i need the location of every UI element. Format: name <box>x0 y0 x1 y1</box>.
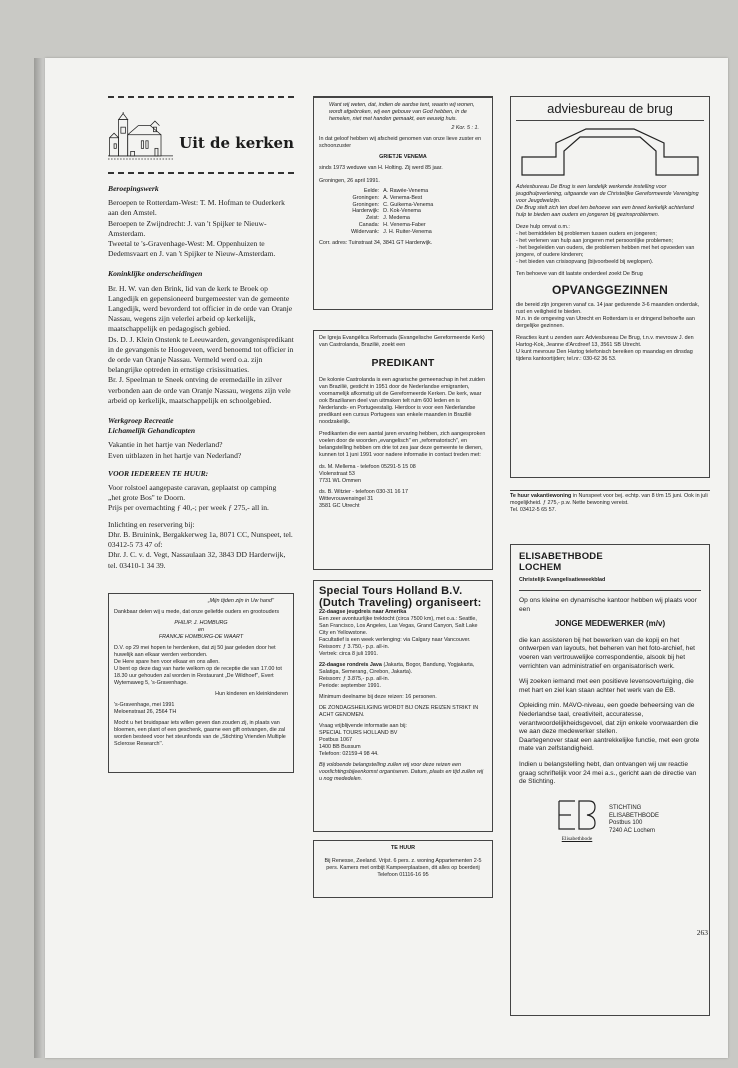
tours-min: Minimum deelname bij deze reizen: 16 personen. <box>319 694 437 700</box>
family-place: Groningen: <box>352 201 380 208</box>
paragraph: Vakantie in het hartje van Nederland? Even uitblazen in het hartje van Nederland? <box>108 440 242 460</box>
brug-need: Ten behoeve van dit laatste onderdeel zoekt De Brug <box>516 271 643 277</box>
family-name: H. Venema-Faber <box>383 221 426 228</box>
obit-family-row <box>349 208 435 215</box>
paragraph: Inlichting en reservering bij: Dhr. B. Bruinink, Bergakkerweg 1a, 8071 CC, Nunspeet, tel. 03412-5 73 47 of: Dhr. J. C. v. d. Vegt, Nassaulaan 32, 3843 DD Harderwijk, tel. 03410-1 34 39. <box>108 519 293 570</box>
paragraph: Beroepen te Rotterdam-West: T. M. Hofman te Ouderkerk aan den Amstel. <box>108 198 285 218</box>
paragraph: Ds. D. J. Klein Onstenk te Leeuwarden, gevangenispredikant in de gevangenis te Hoogeveen, werd benoemd tot officier in de orde van Oranje Nassau. Vermeld werd o.a. zijn belangrijke optreden in ernstige crisissituaties. <box>108 334 294 375</box>
family-name: A. Rawée-Venema <box>383 188 429 194</box>
obit-family-row <box>349 215 435 222</box>
obituary-notice <box>313 96 493 310</box>
paragraph: Voor rolstoel aangepaste caravan, geplaatst op camping „het grote Bos'' te Doorn. Prijs per overnachting ƒ 40,-; per week ƒ 275,- all in. <box>108 483 277 513</box>
eb-subtitle: Christelijk Evangelisatieweekblad <box>519 577 606 583</box>
heading-werkgroep: Werkgroep Recreatie Lichamelijk Gehandicapten <box>108 416 196 436</box>
obit-verse: Want wij weten, dat, indien de aardse tent, waarin wij wonen, wordt afgebroken, wij een gebouw van God hebben, in de hemelen, niet met handen gemaakt, een eeuwig huis. <box>329 102 475 122</box>
elisabethbode-ad <box>510 544 710 1016</box>
tours-title: Special Tours Holland B.V. (Dutch Traveling) organiseert: <box>319 585 482 609</box>
eb-heading: JONGE MEDEWERKER (m/v) <box>554 619 666 629</box>
paragraph: Beroepen te Zwijndrecht: J. van 't Spijker te Nieuw-Amsterdam. <box>108 218 267 238</box>
predikant-contact: ds. M. Mellema - telefoon 05291-5 15 08 Violenstraat 53 7731 WL Ommen <box>319 464 416 484</box>
family-place: Eelde: <box>363 188 380 194</box>
heading-te-huur: VOOR IEDEREEN TE HUUR: <box>108 468 209 478</box>
obit-family-row <box>349 222 435 229</box>
eb-logo <box>555 799 599 842</box>
notice-names: PHILIP. J. HOMBURG en FRANKJE HOMBURG-DE WAART <box>158 619 244 640</box>
heading-beroepingswerk: Beroepingswerk <box>108 184 159 193</box>
tours-heading: 22-daagse rondreis Java <box>319 662 382 668</box>
obit-since: sinds 1973 weduwe van H. Holting. Zij werd 85 jaar. <box>319 165 443 171</box>
tours-sunday: DE ZONDAGSHEILIGING WORDT BIJ ONZE REIZEN STRIKT IN ACHT GENOMEN. <box>319 705 479 718</box>
obit-family-row <box>349 195 435 202</box>
column-left <box>108 96 294 773</box>
magazine-page <box>45 58 728 1058</box>
family-name: J. Medema <box>383 215 410 222</box>
eb-paragraph: Wij zoeken iemand met een positieve levensovertuiging, die met hart en ziel kan staan achter het werk van de EB. <box>519 678 694 694</box>
notice-body: D.V. op 29 mei hopen te herdenken, dat zij 50 jaar geleden door het huwelijk aan elkaar werden verbonden. De Here spare hen voor elkaar en ons allen. U bent op deze dag van harte welkom op de receptie die van 17.00 tot 18.30 uur gehouden zal worden in Restaurant „De Wildhoef'', Evert Wytemaweg 5, 's-Gravenhage. <box>114 644 282 686</box>
paragraph: Tweetal te 's-Gravenhage-West: M. Oppenhuizen te Dedemsvaart en J. van 't Spijker te Nieuw-Amsterdam. <box>108 239 276 259</box>
brug-rule <box>516 120 704 121</box>
column-right <box>510 96 710 1016</box>
eb-paragraph: die kan assisteren bij het bewerken van de kopij en het ontwerpen van layouts, het beheren van het foto-archief, het voeren van vertrouwelijke correspondentie, alsook bij het verrichten van administratief en organisatorisch werk. <box>519 636 695 670</box>
vakantie-body: in Nunspeet voor bej. echtp. van 8 t/m 15 juni. Ook in juli mogelijkheid. ƒ 275,- p.w. Nette bewoning vereist. Tel. 03412-5 65 57. <box>510 493 708 513</box>
obit-family-row <box>349 202 435 209</box>
eb-address: STICHTING ELISABETHBODE Postbus 100 7240 AC Lochem <box>609 805 660 834</box>
eb-title: ELISABETHBODE LOCHEM <box>519 551 603 573</box>
tours-note: Bij voldoende belangstelling zullen wij voor deze reizen een voorlichtingsbijeenkomst organiseren. Datum, plaats en tijd zullen wij u nog mededelen. <box>319 762 484 782</box>
obit-family-list <box>349 188 435 236</box>
predikant-intro: De Igreja Evangélica Reformada (Evangelische Gereformeerde Kerk) van Castrolanda, Brazilië, zoekt een <box>319 335 485 348</box>
obit-name: GRIETJE VENEMA <box>379 154 427 160</box>
obit-intro: In dat geloof hebben wij afscheid genomen van onze lieve zuster en schoonzuster <box>319 136 482 149</box>
obit-family-row <box>349 229 435 236</box>
page-number: 263 <box>696 928 708 937</box>
column-middle <box>313 96 493 898</box>
brug-intro: Adviesbureau De Brug is een landelijk werkende instelling voor jeugdhulpverlening, uitgaande van de Christelijke Gereformeerde Vereniging voor Jeugdwelzijn. De Brug stelt zich ten doel ten behoeve van een breed kerkelijk achterland hulp te bieden aan ouders en jongeren bij gezinsproblemen. <box>516 184 699 218</box>
brug-paragraph: Reacties kunt u zenden aan: Adviesbureau De Brug, t.n.v. mevrouw J. den Hartog-Kok, Jeanne d'Arcdreef 13, 3561 SB Utrecht. U kunt mevrouw Den Hartog telefonisch bereiken op maandag en dinsdag tijdens kantoortijden; tel.nr.: 030-62 36 53. <box>516 335 694 362</box>
family-place: Harderwijk: <box>352 208 380 215</box>
eb-rule <box>519 590 701 591</box>
brug-paragraph: die bereid zijn jongeren vanaf ca. 14 jaar gedurende 3-6 maanden onderdak, rust en veiligheid te bieden. M.n. in de omgeving van Utrecht en Rotterdam is er dringend behoefte aan dergelijke gezinnen. <box>516 302 700 329</box>
obit-reference: 2 Kor. 5 : 1. <box>451 125 479 131</box>
family-name: C. Guikema-Venema <box>383 201 434 208</box>
bridge-logo-icon <box>516 125 704 179</box>
obit-address: Corr. adres: Tuinstraat 34, 3841 GT Harderwijk. <box>319 239 433 246</box>
church-header <box>108 100 294 170</box>
te-huur-body: Bij Renesse, Zeeland. Vrijst. 6 pers. z. woning Appartementen 2-5 pers. Kamers met ontbijt Kampeerplaatsen, dit alles op boerderij Telefoon 01116-16 95 <box>324 858 482 878</box>
church-illustration-icon <box>108 104 173 170</box>
brug-heading: OPVANGGEZINNEN <box>552 283 668 297</box>
predikant-paragraph: Predikanten die een aantal jaren ervaring hebben, zich aangesproken voelen door de woorden „evangelisch'' en „reformatorisch'', en belangstelling hebben om drie tot zes jaar deze gemeente te dienen, kunnen tot 1 juni 1991 voor nadere informatie in contact treden met: <box>319 431 486 458</box>
predikant-contact: ds. B. Witzier - telefoon 030-31 16 17 Wittevrouwensingel 31 3581 GC Utrecht <box>319 489 408 509</box>
predikant-title: PREDIKANT <box>371 357 435 369</box>
notice-place: 's-Gravenhage, mei 1991 Meloenstraat 26, 2564 TH <box>114 701 177 715</box>
tours-heading: 22-daagse jeugdreis naar Amerika <box>319 609 407 615</box>
family-place: Wildervank: <box>351 228 380 235</box>
family-place: Canada: <box>358 221 380 228</box>
header-rule <box>108 96 294 98</box>
eb-body <box>519 597 701 787</box>
family-name: A. Venema-Best <box>383 194 423 201</box>
obit-family-row <box>349 188 435 195</box>
eb-logo-icon <box>555 799 599 831</box>
te-huur-ad <box>313 840 493 898</box>
predikant-paragraph: De kolonie Castrolanda is een agrarische gemeenschap in het zuiden van Brazilië, gesticht in 1951 door de Nederlandse emigranten, voornamelijk afkomstig uit de Gereformeerde Kerken. De kerk, waar ook Brazilianen deel van uitmaken telt ruim 600 leden en is Nederlands- en Portugeestalig. Hierdoor is voor een Nederlandse predikant een cursus Portugees van enkele maanden in Brazilië noodzakelijk. <box>319 377 486 425</box>
notice-extra: Mocht u het bruidspaar iets willen geven dan zouden zij, in plaats van bloemen, een plant of een geschenk, gaarne een gift ontvangen, die zal worden besteed voor het steunfonds van de „Stichting Vrienden Multiple Sclerose Research''. <box>114 719 286 747</box>
section-title: Uit de kerken <box>179 134 294 152</box>
header-rule-bottom <box>108 172 294 174</box>
brug-ad <box>510 96 710 478</box>
notice-intro: Dankbaar delen wij u mede, dat onze geliefde ouders en grootouders <box>114 608 280 615</box>
paragraph: Br. H. W. van den Brink, lid van de kerk te Broek op Langedijk en gepensioneerd burgemeester van de gemeente Langedijk, werd bevorderd tot officier in de orde van Oranje Nassau, wegens zijn velerlei arbeid op kerkelijk, maatschappelijk en pedagogisch gebied. <box>108 283 293 334</box>
heading-onderscheidingen: Koninklijke onderscheidingen <box>108 269 203 279</box>
eb-paragraph: Indien u belangstelling hebt, dan ontvangen wij uw reactie graag schriftelijk voor 24 mei a.s., gericht aan de directie van de Stichting. <box>519 760 697 786</box>
eb-intro: Op ons kleine en dynamische kantoor hebben wij plaats voor een <box>519 597 697 613</box>
vakantie-lead: Te huur vakantiewoning <box>510 493 572 499</box>
notice-quote: „Mijn tijden zijn in Uw hand'' <box>207 597 274 604</box>
eb-logo-caption: Elisabethbode <box>561 835 593 842</box>
eb-paragraph: Opleiding min. MAVO-niveau, een goede beheersing van de Nederlandse taal, creativiteit, accuratesse, verantwoordelijkheidsgevoel, dat zijn enkele voorwaarden die we aan deze medewerker stellen. Daartegenover staat een aantrekkelijke functie, met een grote mate van zelfstandigheid. <box>519 702 700 753</box>
family-name: D. Kok-Venema <box>383 208 421 215</box>
family-place: Groningen: <box>352 194 380 201</box>
obit-date: Groningen, 26 april 1991. <box>319 178 380 184</box>
te-huur-title: TE HUUR <box>391 845 415 851</box>
notice-signature: Hun kinderen en kleinkinderen <box>215 690 288 697</box>
brug-list: Deze hulp omvat o.m.: - het bemiddelen bij problemen tussen ouders en jongeren; - het verlenen van hulp aan jongeren met persoonlijke problemen; - het begeleiden van ouders, die problemen hebben met het opvoeden van jongere, of oudere kinderen; - het bieden van crisisopvang (bijvoorbeeld bij weglopen). <box>516 224 695 265</box>
vakantie-ad <box>510 490 710 534</box>
tours-paragraph: Een zeer avontuurlijke trektocht (circa 7500 km), met o.a.: Seattle, San Francisco, Los Angeles, Las Vegas, Grand Canyon, Salt Lake City en Yellowstone. Facultatief is een week verlenging: via Calgary naar Vancouver. Reissom: ƒ 3.750,- p.p. all-in. Vertrek: circa 8 juli 1991. <box>319 616 478 657</box>
family-name: J. H. Ruiter-Venema <box>383 228 432 235</box>
anniversary-notice <box>108 593 294 773</box>
paragraph: Br. J. Speelman te Sneek ontving de eremedaille in zilver verbonden aan de orde van Oranje Nassau, wegens zijn vele arbeid op kerkelijk, maatschappelijk en schoolgebied. <box>108 375 291 405</box>
tours-info: Vraag vrijblijvende informatie aan bij: SPECIAL TOURS HOLLAND BV Postbus 1067 1400 BB Bussum Telefoon: 02159-4 98 44. <box>319 723 407 757</box>
family-place: Zeist: <box>365 215 380 222</box>
tours-paragraph: (Jakarta, Bogor, Bandung, Yogjakarta, Salatiga, Semerang, Cirebon, Jakarta). Reissom: ƒ 3.875,- p.p. all-in. Periode: september 1991. <box>319 662 475 689</box>
eb-footer <box>519 799 701 842</box>
predikant-ad <box>313 330 493 570</box>
brug-title: adviesbureau de brug <box>547 101 673 116</box>
tours-ad <box>313 580 493 832</box>
